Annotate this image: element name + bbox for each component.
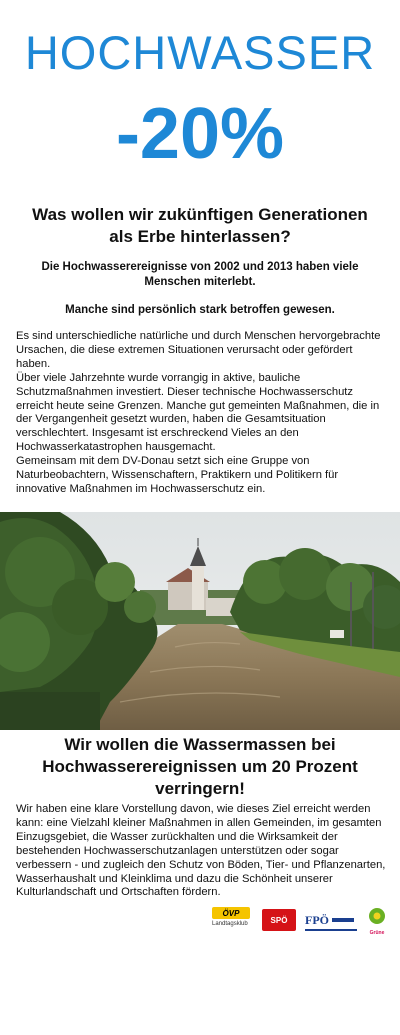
gruene-logo — [365, 907, 389, 936]
page-title: HOCHWASSER — [24, 26, 376, 79]
gruene-logo-text: Grüne — [369, 930, 385, 936]
flood-river-image — [0, 512, 400, 730]
fpoe-logo-text: FPÖ — [305, 912, 329, 927]
sunflower-icon — [365, 907, 389, 925]
spoe-logo — [262, 909, 296, 931]
goal-heading: Wir wollen die Wassermassen bei Hochwasserereignissen um 20 Prozent verringern! — [42, 735, 358, 798]
body-paragraph: Es sind unterschiedliche natürliche und durch Menschen hervorgebrachte Ursachen, die diese extremen Situationen verursacht oder gefördert haben. — [16, 330, 381, 370]
oevp-logo-text: ÖVP — [222, 908, 240, 918]
body-paragraph: Über viele Jahrzehnte wurde vorrangig in aktive, bauliche Schutzmaßnahmen investiert. Dieser technische Hochwasserschutz erreicht heute seine Grenzen. Manche gut gemeinten Maßnahmen, die in der Vergangenheit gesetzt wurden, haben die Gesamtsituation verschlechtert. Insgesamt ist erschreckend Vieles an den Hochwasserkatastrophen hausgemacht. — [16, 371, 380, 454]
spoe-logo-text: SPÖ — [270, 915, 288, 925]
party-logos — [212, 907, 392, 935]
oevp-logo-subtext: Landtagsklub — [212, 921, 248, 927]
body-text-2: Wir haben eine klare Vorstellung davon, wie dieses Ziel erreicht werden kann: eine Vielzahl kleiner Maßnahmen in allen Gemeinden, im gesamten Einzugsgebiet, die Wasser zurückhalten und die Wirksamkeit der bestehenden Hochwasserschutzanlagen unterstützen oder sogar verbessern - und zugleich den Schutz von Böden, Tier- und Pflanzenarten, Wasserhaushalt und Kleinklima und dazu die Schönheit unserer Kulturlandschaft und Ortschaften fördern. — [16, 803, 386, 899]
body-text-1 — [16, 330, 384, 497]
percent-headline: -20% — [115, 94, 285, 174]
oevp-logo — [212, 907, 252, 935]
intro-text: Die Hochwasserereignisse von 2002 und 2013 haben viele Menschen miterlebt. — [41, 261, 359, 288]
fpoe-logo — [305, 911, 357, 931]
flood-photo — [0, 512, 400, 730]
question-heading: Was wollen wir zukünftigen Generationen als Erbe hinterlassen? — [32, 205, 368, 246]
affected-text: Manche sind persönlich stark betroffen gewesen. — [65, 304, 335, 316]
body-paragraph: Gemeinsam mit dem DV-Donau setzt sich eine Gruppe von Naturbeobachtern, Wissenschaftern, Praktikern und Politikern für innovative Maßnahmen im Hochwasserschutz ein. — [16, 455, 339, 495]
